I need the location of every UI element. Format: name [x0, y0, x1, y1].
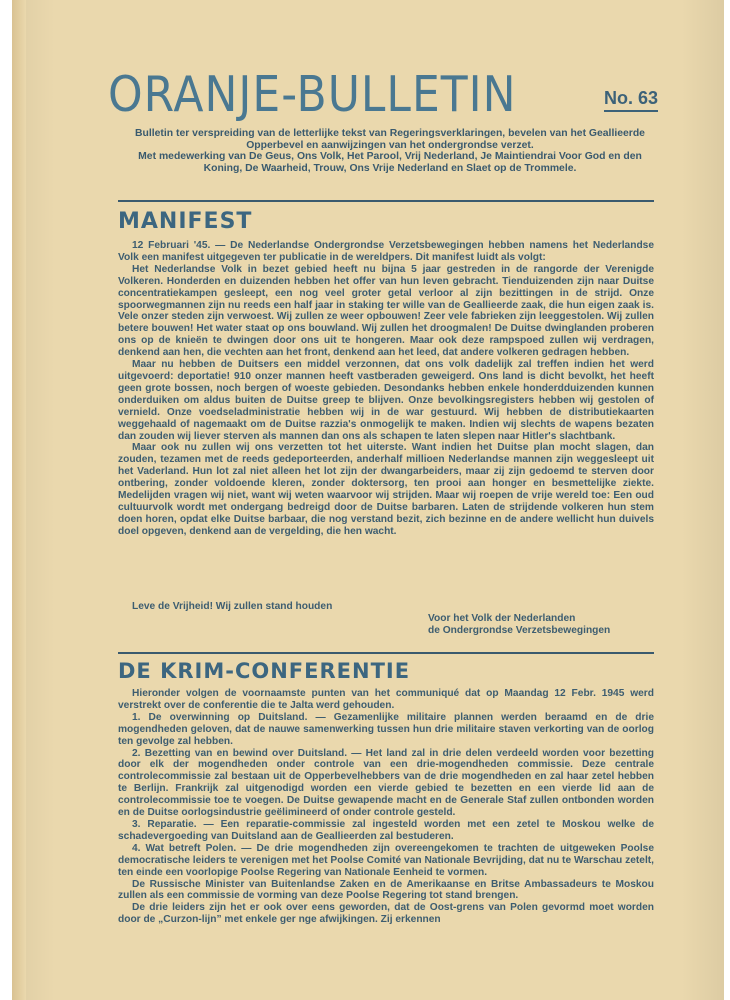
- subtitle-line-2: Met medewerking van De Geus, Ons Volk, Het Parool, Vrij Nederland, Je Maintiendrai Voor God en den Koning, De Waarheid, Trouw, Ons Vrije Nederland en Slaet op de Trommele.: [138, 151, 642, 174]
- manifest-article: [118, 240, 654, 538]
- masthead-subtitle: [130, 128, 650, 174]
- newspaper-title: ORANJE-BULLETIN: [108, 66, 517, 124]
- manifest-closing: Leve de Vrijheid! Wij zullen stand houden: [132, 601, 333, 612]
- signature-line-2: de Ondergrondse Verzetsbewegingen: [428, 625, 611, 636]
- krim-point-1: 1. De overwinning op Duitsland. — Gezamenlijke militaire plannen werden beraamd en de drie mogendheden geloven, dat de nauwe samenwerking tussen hun drie militaire staven verkorting van de oorlog ten gevolge zal hebben.: [118, 711, 654, 747]
- masthead-divider: [118, 200, 654, 202]
- masthead: [108, 66, 668, 124]
- krim-article: [118, 688, 654, 926]
- subtitle-line-1: Bulletin ter verspreiding van de letterlijke tekst van Regeringsverklaringen, bevelen van het Geallieerde Opperbevel en aanwijzingen van het ondergrondse verzet.: [135, 128, 645, 151]
- krim-point-3: 3. Reparatie. — Een reparatie-commissie zal ingesteld worden met een zetel te Moskou welke de schadevergoeding van Duitsland aan de Geallieerden zal bestuderen.: [118, 818, 654, 842]
- manifest-paragraph-1: Het Nederlandse Volk in bezet gebied heeft nu bijna 5 jaar gestreden in de rangorde der Verenigde Volkeren. Honderden en duizenden hebben het offer van hun leven gebracht. Tienduizenden zijn naar Duitse concentratiekampen gesleept, een nog veel groter getal verloor al zijn bezittingen in de strijd. Onze spoorwegmannen zijn nu reeds een half jaar in staking ter wille van de Geallieerde zaak, die hun eigen zaak is. Vele onzer steden zijn verwoest. Wij zullen ze weer opbouwen! Zeer vele fabrieken zijn leeggestolen. Wij zullen betere bouwen! Het water staat op ons bouwland. Wij zullen het droogmalen! De Duitse dwinglanden proberen ons op de knieën te dwingen door ons uit te hongeren. Maar ook deze rampspoed zullen wij verdragen, denkend aan hen, die vechten aan het front, denkend aan het leed, dat andere volkeren gedragen hebben.: [118, 263, 654, 359]
- manifest-signature: [428, 613, 610, 637]
- krim-point-2: 2. Bezetting van en bewind over Duitsland. — Het land zal in drie delen verdeeld worden voor bezetting door elk der mogendheden onder controle van een drie-mogendheden commissie. Deze centrale controlecommissie zal bestaan uit de Opperbevelhebbers van de drie mogendheden en zal haar zetel hebben te Berlijn. Frankrijk zal uitgenodigd worden een vierde gebied te bezetten en een vierde lid aan de controlecommissie toe te voegen. De Duitse gewapende macht en de Generale Staf zullen ontbonden worden en de Duitse oorlogsindustrie geëlimineerd of onder controle gesteld.: [118, 747, 654, 819]
- krim-paragraph-6: De drie leiders zijn het er ook over eens geworden, dat de Oost-grens van Polen gevormd moet worden door de „Curzon-lijn” met enkele ger nge afwijkingen. Zij erkennen: [118, 902, 654, 926]
- krim-heading: DE KRIM-CONFERENTIE: [118, 659, 411, 683]
- page-edge: [12, 0, 26, 1000]
- manifest-intro: 12 Februari '45. — De Nederlandse Ondergrondse Verzetsbewegingen hebben namens het Nederlandse Volk een manifest uitgegeven ter publicatie in de wereldpers. Dit manifest luidt als volgt:: [118, 240, 654, 263]
- krim-paragraph-5: De Russische Minister van Buitenlandse Zaken en de Amerikaanse en Britse Ambassadeurs te Moskou zullen als een commissie de vorming van deze Poolse Regering tot stand brengen.: [118, 878, 654, 902]
- krim-point-4: 4. Wat betreft Polen. — De drie mogendheden zijn overeengekomen te trachten de uitgeweken Poolse democratische leiders te verenigen met het Poolse Comité van Nationale Bevrijding, dat nu te Warschau zetelt, ten einde een voorlopige Poolse Regering van Nationale Eenheid te vormen.: [118, 842, 654, 878]
- manifest-heading: MANIFEST: [118, 209, 253, 234]
- section-divider: [118, 652, 654, 654]
- manifest-paragraph-3: Maar ook nu zullen wij ons verzetten tot het uiterste. Want indien het Duitse plan mocht slagen, dan zouden, tezamen met de reeds gedeporteerden, anderhalf millioen Nederlandse mannen zijn weggesleept uit het Vaderland. Hun lot zal niet alleen het lot zijn der dwangarbeiders, maar zij zijn gedoemd te sterven door ontbering, zonder voldoende kleren, zonder doktersorg, ten prooi aan honger en besmettelijke ziekte. Medelijden vragen wij niet, want wij weten waarvoor wij strijden. Maar wij roepen de vrije wereld toe: Een oud cultuurvolk wordt met ondergang bedreigd door de Duitse barbaren. Laten de strijdende volkeren hun stem doen horen, opdat elke Duitse barbaar, die nog verstand bezit, zich bezinne en de andere wellicht hun duivels doel opgeven, denkend aan de vergelding, die hen wacht.: [118, 442, 654, 537]
- manifest-paragraph-2: Maar nu hebben de Duitsers een middel verzonnen, dat ons volk dadelijk zal treffen indien het werd uitgevoerd: deportatie! 910 onzer mannen heeft vastberaden geweigerd. Ons land is dicht bevolkt, het heeft geen grote bossen, noch bergen of woeste gebieden. Desondanks hebben enkele honderdduizenden kunnen onderduiken om aldus buiten de Duitse greep te blijven. Onze bevolkingsregisters hebben wij gestolen of vernield. Onze voedseladministratie hebben wij in de war gestuurd. Wij hebben de distributiekaarten weggehaald of nagemaakt om de Duitse razzia's onmogelijk te maken. Indien wij slechts de wapens bezaten dan zouden wij liever sterven als mannen dan ons als schapen te laten slepen naar Hitler's slachtbank.: [118, 359, 654, 442]
- signature-line-1: Voor het Volk der Nederlanden: [428, 613, 576, 624]
- krim-intro: Hieronder volgen de voornaamste punten van het communiqué dat op Maandag 12 Febr. 1945 werd verstrekt over de conferentie die te Jalta werd gehouden.: [118, 688, 654, 711]
- issue-number: No. 63: [604, 88, 658, 112]
